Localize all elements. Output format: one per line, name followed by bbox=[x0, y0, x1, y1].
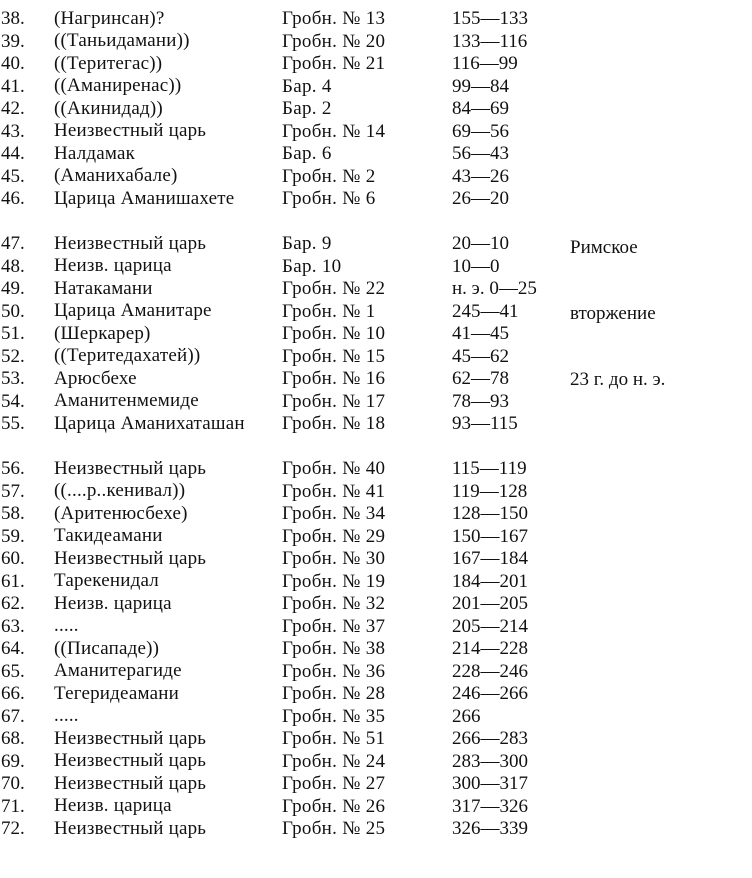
row-number: 49. bbox=[1, 278, 25, 299]
table-row bbox=[0, 549, 752, 572]
reign-dates: 115—119 bbox=[452, 458, 527, 479]
tomb-ref: Гробн. № 51 bbox=[282, 728, 386, 749]
row-number: 47. bbox=[1, 233, 25, 254]
row-number: 55. bbox=[1, 413, 25, 434]
table-row bbox=[0, 9, 752, 32]
table-row bbox=[0, 639, 752, 662]
tomb-ref: Гробн. № 34 bbox=[282, 503, 386, 524]
ruler-name: Неизвестный царь bbox=[54, 727, 207, 749]
ruler-name: Арюсбехе bbox=[54, 367, 137, 389]
reign-dates: 150—167 bbox=[452, 525, 528, 547]
table-row bbox=[0, 99, 752, 122]
ruler-name: Царица Аманишахете bbox=[54, 187, 235, 209]
row-number: 58. bbox=[1, 503, 25, 524]
reign-dates: 133—116 bbox=[452, 30, 528, 52]
reign-dates: 93—115 bbox=[452, 413, 518, 434]
tomb-ref: Гробн. № 21 bbox=[282, 53, 386, 74]
table-row bbox=[0, 459, 752, 482]
tomb-ref: Гробн. № 36 bbox=[282, 660, 386, 682]
row-number: 57. bbox=[1, 480, 25, 502]
ruler-name: Тарекенидал bbox=[54, 570, 159, 591]
table-row bbox=[0, 819, 752, 842]
ruler-name: Неизвестный царь bbox=[54, 457, 207, 479]
row-number: 51. bbox=[1, 323, 25, 344]
tomb-ref: Гробн. № 6 bbox=[282, 188, 376, 209]
row-number: 43. bbox=[1, 120, 25, 142]
table-row bbox=[0, 662, 752, 685]
ruler-name: ((Теритедахатей)) bbox=[54, 345, 201, 366]
table-row bbox=[0, 144, 752, 167]
table-row bbox=[0, 707, 752, 730]
table-row bbox=[0, 572, 752, 595]
roman-invasion-note bbox=[570, 193, 665, 413]
table-row bbox=[0, 684, 752, 707]
reign-dates: 167—184 bbox=[452, 548, 528, 569]
row-number: 71. bbox=[1, 795, 25, 817]
tomb-ref: Гробн. № 17 bbox=[282, 390, 386, 412]
ruler-name: Тегеридеамани bbox=[54, 682, 179, 704]
table-row bbox=[0, 594, 752, 617]
tomb-ref: Гробн. № 28 bbox=[282, 683, 386, 704]
ruler-name: ((Аманиренас)) bbox=[54, 75, 182, 96]
row-number: 68. bbox=[1, 728, 25, 749]
tomb-ref: Гробн. № 19 bbox=[282, 570, 386, 592]
reign-dates: 155—133 bbox=[452, 8, 528, 29]
row-number: 40. bbox=[1, 53, 25, 74]
ruler-name: ..... bbox=[54, 615, 79, 636]
reign-dates: 20—10 bbox=[452, 233, 509, 254]
ruler-name: ..... bbox=[54, 705, 79, 726]
tomb-ref: Бар. 6 bbox=[282, 143, 332, 164]
ruler-name: ((Акинидад)) bbox=[54, 97, 163, 119]
reign-dates: 26—20 bbox=[452, 188, 509, 209]
ruler-name: (Нагринсан)? bbox=[54, 7, 165, 29]
ruler-name: Неизвестный царь bbox=[54, 817, 207, 839]
note-line-2: вторжение bbox=[570, 303, 656, 324]
reign-dates: 128—150 bbox=[452, 503, 528, 524]
reign-dates: 69—56 bbox=[452, 120, 509, 142]
ruler-name: (Шеркарер) bbox=[54, 322, 151, 344]
tomb-ref: Бар. 10 bbox=[282, 255, 342, 277]
ruler-name: ((Теритегас)) bbox=[54, 52, 163, 74]
tomb-ref: Бар. 2 bbox=[282, 98, 332, 119]
ruler-name: Неизвестный царь bbox=[54, 232, 207, 254]
ruler-name: Неизв. царица bbox=[54, 795, 172, 816]
table-row bbox=[0, 77, 752, 100]
row-number: 54. bbox=[1, 390, 25, 412]
reign-dates: 43—26 bbox=[452, 165, 509, 187]
row-number: 44. bbox=[1, 143, 25, 164]
tomb-ref: Гробн. № 37 bbox=[282, 615, 386, 637]
tomb-ref: Бар. 4 bbox=[282, 75, 332, 97]
reign-dates: 56—43 bbox=[452, 143, 509, 164]
reign-dates: 317—326 bbox=[452, 795, 528, 817]
ruler-name: Налдамак bbox=[54, 142, 136, 164]
tomb-ref: Гробн. № 30 bbox=[282, 548, 386, 569]
row-number: 38. bbox=[1, 8, 25, 29]
reign-dates: 184—201 bbox=[452, 570, 528, 592]
row-number: 52. bbox=[1, 345, 25, 367]
table-row bbox=[0, 414, 752, 459]
row-number: 41. bbox=[1, 75, 25, 97]
table-row bbox=[0, 729, 752, 752]
row-number: 61. bbox=[1, 570, 25, 592]
ruler-name: ((....р..кенивал)) bbox=[54, 480, 186, 501]
tomb-ref: Гробн. № 15 bbox=[282, 345, 386, 367]
row-number: 66. bbox=[1, 683, 25, 704]
reign-dates: 245—41 bbox=[452, 300, 519, 322]
tomb-ref: Гробн. № 10 bbox=[282, 323, 386, 344]
reign-dates: 41—45 bbox=[452, 323, 509, 344]
reign-dates: 266—283 bbox=[452, 728, 528, 749]
row-number: 65. bbox=[1, 660, 25, 682]
row-number: 50. bbox=[1, 300, 25, 322]
row-number: 62. bbox=[1, 593, 25, 614]
tomb-ref: Гробн. № 2 bbox=[282, 165, 376, 187]
note-line-3: 23 г. до н. э. bbox=[570, 369, 666, 390]
row-number: 69. bbox=[1, 750, 25, 772]
reign-dates: 78—93 bbox=[452, 390, 509, 412]
table-row bbox=[0, 527, 752, 550]
reign-dates: 228—246 bbox=[452, 660, 528, 682]
ruler-name: (Аритенюсбехе) bbox=[54, 502, 188, 524]
table-row bbox=[0, 167, 752, 190]
tomb-ref: Гробн. № 18 bbox=[282, 413, 386, 434]
reign-dates: 99—84 bbox=[452, 75, 509, 97]
ruler-name: Неизвестный царь bbox=[54, 547, 207, 569]
tomb-ref: Гробн. № 29 bbox=[282, 525, 386, 547]
table-row bbox=[0, 122, 752, 145]
tomb-ref: Гробн. № 38 bbox=[282, 638, 386, 659]
row-number: 67. bbox=[1, 705, 25, 727]
row-number: 42. bbox=[1, 98, 25, 119]
reign-dates: 116—99 bbox=[452, 53, 518, 74]
row-number: 46. bbox=[1, 188, 25, 209]
ruler-name: Царица Аманихаташан bbox=[54, 412, 245, 434]
row-number: 45. bbox=[1, 165, 25, 187]
tomb-ref: Гробн. № 20 bbox=[282, 30, 386, 52]
row-number: 56. bbox=[1, 458, 25, 479]
ruler-name: Неизв. царица bbox=[54, 592, 172, 614]
reign-dates: 214—228 bbox=[452, 638, 528, 659]
tomb-ref: Гробн. № 16 bbox=[282, 368, 386, 389]
tomb-ref: Гробн. № 41 bbox=[282, 480, 386, 502]
row-number: 53. bbox=[1, 368, 25, 389]
ruler-name: Неизвестный царь bbox=[54, 772, 207, 794]
reign-dates: 266 bbox=[452, 705, 481, 727]
row-number: 64. bbox=[1, 638, 25, 659]
row-number: 39. bbox=[1, 30, 25, 52]
ruler-name: (Аманихабале) bbox=[54, 165, 178, 186]
tomb-ref: Гробн. № 32 bbox=[282, 593, 386, 614]
ruler-name: Неизв. царица bbox=[54, 255, 172, 276]
reign-dates: н. э. 0—25 bbox=[452, 278, 537, 299]
reign-dates: 326—339 bbox=[452, 818, 528, 839]
reign-dates: 201—205 bbox=[452, 593, 528, 614]
row-number: 59. bbox=[1, 525, 25, 547]
reign-dates: 246—266 bbox=[452, 683, 528, 704]
ruler-name: Аманитенмемиде bbox=[54, 390, 199, 411]
ruler-name: Аманитерагиде bbox=[54, 660, 182, 681]
table-row bbox=[0, 774, 752, 797]
tomb-ref: Бар. 9 bbox=[282, 233, 332, 254]
ruler-name: Такидеамани bbox=[54, 525, 163, 546]
tomb-ref: Гробн. № 35 bbox=[282, 705, 386, 727]
reign-dates: 10—0 bbox=[452, 255, 500, 277]
row-number: 72. bbox=[1, 818, 25, 839]
ruler-name: Натакамани bbox=[54, 277, 153, 299]
reign-dates: 205—214 bbox=[452, 615, 528, 637]
note-line-1: Римское bbox=[570, 237, 638, 258]
row-number: 70. bbox=[1, 773, 25, 794]
tomb-ref: Гробн. № 14 bbox=[282, 120, 386, 142]
row-number: 60. bbox=[1, 548, 25, 569]
table-row bbox=[0, 54, 752, 77]
tomb-ref: Гробн. № 25 bbox=[282, 818, 386, 839]
ruler-name: Неизвестный царь bbox=[54, 120, 207, 141]
row-number: 48. bbox=[1, 255, 25, 277]
tomb-ref: Гробн. № 27 bbox=[282, 773, 386, 794]
table-row bbox=[0, 482, 752, 505]
reign-dates: 300—317 bbox=[452, 773, 528, 794]
ruler-name: ((Таньидамани)) bbox=[54, 30, 190, 51]
table-row bbox=[0, 617, 752, 640]
table-row bbox=[0, 32, 752, 55]
row-number: 63. bbox=[1, 615, 25, 637]
ruler-name: Царица Аманитаре bbox=[54, 300, 212, 321]
tomb-ref: Гробн. № 22 bbox=[282, 278, 386, 299]
reign-dates: 84—69 bbox=[452, 98, 509, 119]
reign-dates: 62—78 bbox=[452, 368, 509, 389]
reign-dates: 283—300 bbox=[452, 750, 528, 772]
tomb-ref: Гробн. № 40 bbox=[282, 458, 386, 479]
tomb-ref: Гробн. № 1 bbox=[282, 300, 376, 322]
kings-table bbox=[0, 9, 752, 842]
reign-dates: 119—128 bbox=[452, 480, 528, 502]
tomb-ref: Гробн. № 13 bbox=[282, 8, 386, 29]
table-row bbox=[0, 797, 752, 820]
tomb-ref: Гробн. № 26 bbox=[282, 795, 386, 817]
tomb-ref: Гробн. № 24 bbox=[282, 750, 386, 772]
table-row bbox=[0, 752, 752, 775]
reign-dates: 45—62 bbox=[452, 345, 509, 367]
table-row bbox=[0, 504, 752, 527]
ruler-name: ((Писападе)) bbox=[54, 637, 160, 659]
ruler-name: Неизвестный царь bbox=[54, 750, 207, 771]
